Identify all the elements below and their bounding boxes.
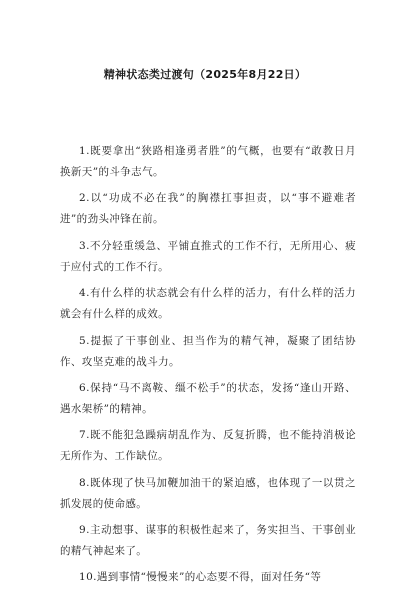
paragraph-4: 4.有什么样的状态就会有什么样的活力，有什么样的活力就会有什么样的成效。 [60, 287, 356, 321]
document-title: 精神状态类过渡句（2025年8月22日） [103, 68, 307, 81]
paragraph-5: 5.提振了干事创业、担当作为的精气神，凝聚了团结协作、攻坚克难的战斗力。 [60, 334, 356, 368]
paragraph-3: 3.不分轻重缓急、平铺直推式的工作不行，无所用心、疲于应付式的工作不行。 [60, 239, 356, 273]
document-body [60, 141, 356, 594]
paragraph-7: 7.既不能犯急躁病胡乱作为、反复折腾，也不能持消极论无所作为、工作缺位。 [60, 429, 356, 463]
paragraph-2: 2.以“功成不必在我”的胸襟扛事担责，以“事不避难者进”的劲头冲锋在前。 [60, 192, 356, 226]
paragraph-1: 1.既要拿出“狭路相逢勇者胜”的气概，也要有“敢教日月换新天”的斗争志气。 [60, 145, 356, 179]
paragraph-9: 9.主动想事、谋事的积极性起来了，务实担当、干事创业的精气神起来了。 [60, 524, 356, 558]
paragraph-10: 10.遇到事情“慢慢来”的心态要不得，面对任务“等 [79, 571, 322, 584]
paragraph-6: 6.保持“马不离鞍、缰不松手”的状态，发扬“逢山开路、遇水架桥”的精神。 [60, 381, 356, 415]
paragraph-8: 8.既体现了快马加鞭加油干的紧迫感，也体现了一以贯之抓发展的使命感。 [60, 476, 356, 510]
